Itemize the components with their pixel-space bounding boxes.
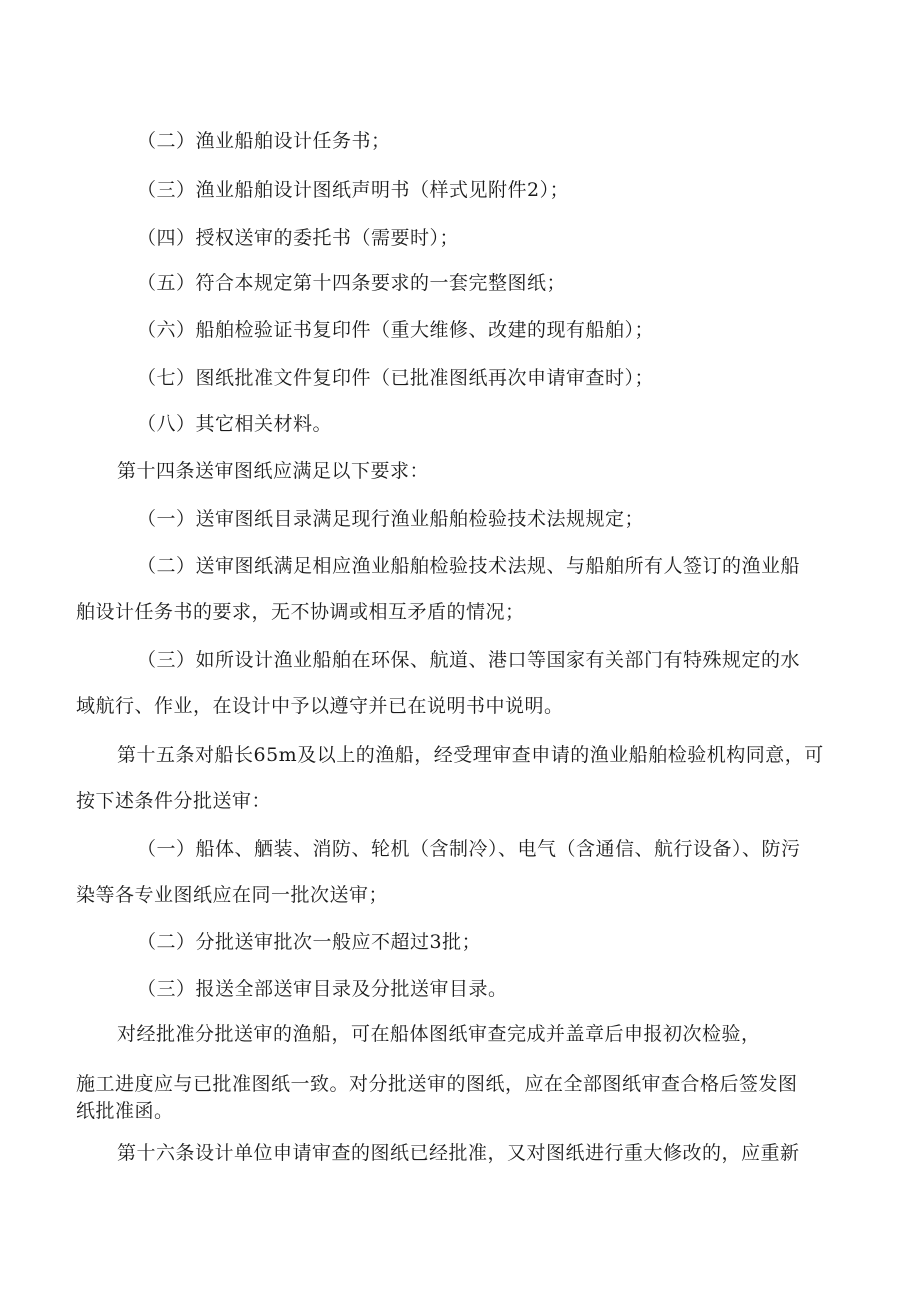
- doc-line-15: 按下述条件分批送审：: [76, 790, 272, 812]
- doc-line-9: （一）送审图纸目录满足现行渔业船舶检验技术法规规定；: [137, 508, 645, 530]
- doc-line-11: 舶设计任务书的要求，无不协调或相互矛盾的情况；: [76, 601, 525, 623]
- doc-line-5: （六）船舶检验证书复印件（重大维修、改建的现有船舶）；: [137, 319, 655, 341]
- article-15-heading: 第十五条对船长65m及以上的渔船，经受理审查申请的渔业船舶检验机构同意，可: [117, 744, 824, 766]
- doc-line-4: （五）符合本规定第十四条要求的一套完整图纸；: [137, 272, 567, 294]
- article-16-heading: 第十六条设计单位申请审查的图纸已经批准，又对图纸进行重大修改的，应重新: [117, 1142, 800, 1164]
- doc-line-2: （三）渔业船舶设计图纸声明书（样式见附件2）；: [137, 179, 570, 201]
- doc-line-13: 域航行、作业，在设计中予以遵守并已在说明书中说明。: [76, 695, 564, 717]
- doc-line-6: （七）图纸批准文件复印件（已批准图纸再次申请审查时）；: [137, 367, 655, 389]
- doc-line-3: （四）授权送审的委托书（需要时）；: [137, 227, 460, 249]
- doc-line-17: 染等各专业图纸应在同一批次送审；: [76, 884, 389, 906]
- article-14-heading: 第十四条送审图纸应满足以下要求：: [117, 460, 430, 482]
- doc-line-16: （一）船体、舾装、消防、轮机（含制冷）、电气（含通信、航行设备）、防污: [137, 838, 801, 860]
- doc-line-19: （三）报送全部送审目录及分批送审目录。: [137, 978, 508, 1000]
- doc-line-1: （二）渔业船舶设计任务书；: [137, 130, 391, 152]
- doc-line-18: （二）分批送审批次一般应不超过3批；: [137, 931, 482, 953]
- doc-line-21: 施工进度应与已批准图纸一致。对分批送审的图纸，应在全部图纸审查合格后签发图: [76, 1073, 798, 1095]
- doc-line-10: （二）送审图纸满足相应渔业船舶检验技术法规、与船舶所有人签订的渔业船: [137, 555, 801, 577]
- doc-line-12: （三）如所设计渔业船舶在环保、航道、港口等国家有关部门有特殊规定的水: [137, 649, 801, 671]
- doc-line-22: 纸批准函。: [76, 1100, 174, 1122]
- doc-line-7: （八）其它相关材料。: [137, 413, 333, 435]
- doc-line-20: 对经批准分批送审的渔船，可在船体图纸审查完成并盖章后申报初次检验，: [117, 1023, 761, 1045]
